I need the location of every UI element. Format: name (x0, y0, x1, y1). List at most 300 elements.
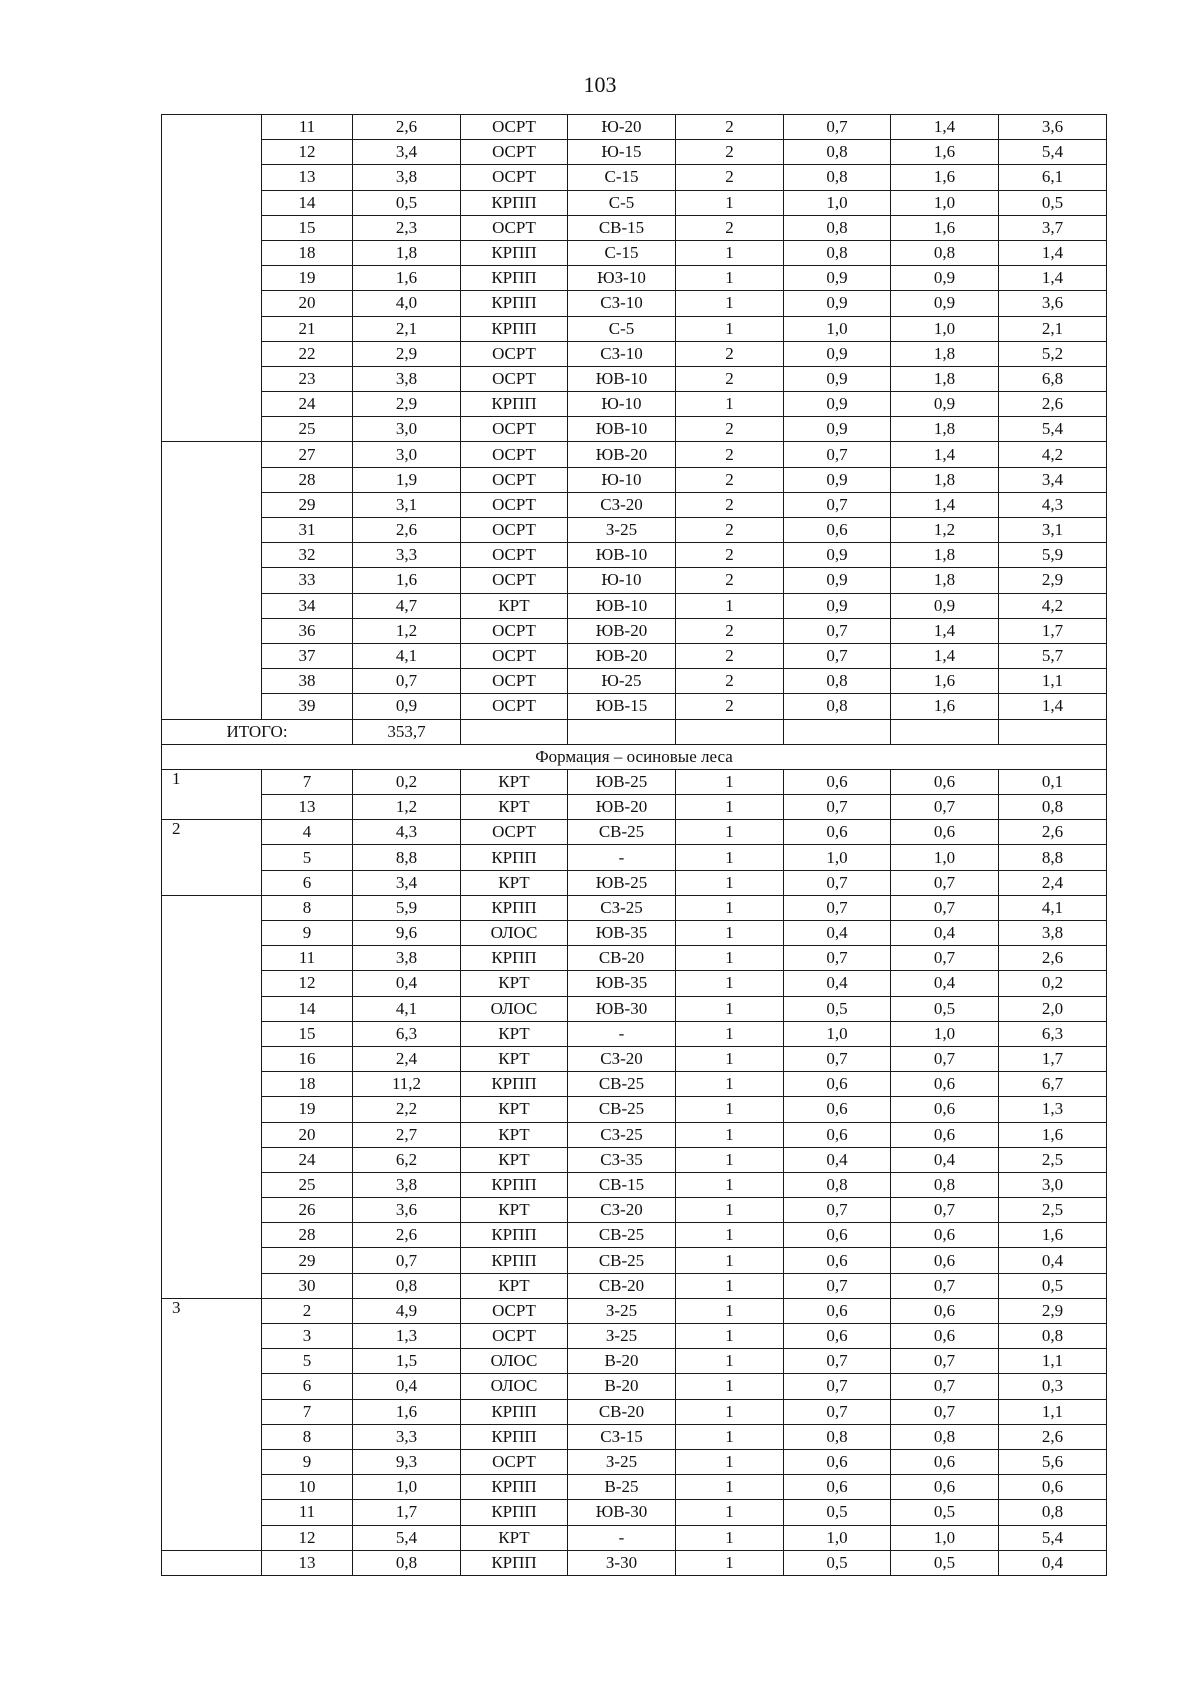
table-row (162, 568, 1107, 593)
table-cell: 0,9 (353, 694, 461, 719)
table-row (162, 341, 1107, 366)
table-cell: 2 (676, 366, 784, 391)
table-cell: 25 (262, 417, 353, 442)
table-cell: 3,6 (999, 291, 1107, 316)
table-cell: 0,8 (999, 1500, 1107, 1525)
table-cell: КРПП (461, 1399, 568, 1424)
table-cell: КРПП (461, 946, 568, 971)
table-row (162, 946, 1107, 971)
table-cell: 11 (262, 946, 353, 971)
table-cell: 1 (676, 1424, 784, 1449)
table-cell: КРПП (461, 1072, 568, 1097)
table-cell: ЮВ-30 (568, 996, 676, 1021)
table-cell: 1 (676, 1172, 784, 1197)
table-row (162, 543, 1107, 568)
total-row (162, 719, 1107, 744)
table-cell: 0,6 (891, 1475, 999, 1500)
table-cell: 1,0 (784, 190, 891, 215)
table-cell: 1,9 (353, 467, 461, 492)
group-label-cell: 2 (162, 820, 262, 896)
table-cell: СВ-15 (568, 215, 676, 240)
table-cell: 1,6 (891, 669, 999, 694)
table-section-lower (162, 769, 1107, 1575)
table-cell: 27 (262, 442, 353, 467)
table-row (162, 1046, 1107, 1071)
table-row (162, 1349, 1107, 1374)
table-cell: КРПП (461, 266, 568, 291)
table-row (162, 1298, 1107, 1323)
table-cell: ОСРТ (461, 215, 568, 240)
table-cell: ОСРТ (461, 165, 568, 190)
table-cell: 1,0 (784, 316, 891, 341)
table-row (162, 417, 1107, 442)
table-cell: 1,7 (999, 618, 1107, 643)
table-cell: 19 (262, 266, 353, 291)
table-cell: Ю-25 (568, 669, 676, 694)
table-cell: 1,7 (999, 1046, 1107, 1071)
table-cell: СВ-20 (568, 946, 676, 971)
table-cell: 0,7 (891, 1046, 999, 1071)
table-cell: 0,9 (784, 593, 891, 618)
table-cell: 1 (676, 1475, 784, 1500)
table-cell: 1 (676, 1399, 784, 1424)
table-cell: 0,6 (784, 1122, 891, 1147)
table-cell: КРТ (461, 769, 568, 794)
table-cell: 2,5 (999, 1198, 1107, 1223)
table-row (162, 1324, 1107, 1349)
table-cell: 24 (262, 392, 353, 417)
table-cell: СВ-25 (568, 1223, 676, 1248)
table-cell: 12 (262, 971, 353, 996)
table-row (162, 1525, 1107, 1550)
table-cell: 1,0 (891, 1021, 999, 1046)
table-cell: 2 (676, 568, 784, 593)
table-cell: ОСРТ (461, 694, 568, 719)
table-cell: З-25 (568, 1324, 676, 1349)
table-cell: ОСРТ (461, 140, 568, 165)
table-cell: 1,0 (891, 316, 999, 341)
table-cell: ЮЗ-10 (568, 266, 676, 291)
table-cell: ЮВ-20 (568, 643, 676, 668)
table-cell: КРТ (461, 1198, 568, 1223)
table-row (162, 971, 1107, 996)
table-cell: 2 (676, 215, 784, 240)
table-cell: 1,4 (999, 694, 1107, 719)
table-cell: 6,3 (353, 1021, 461, 1046)
table-row (162, 115, 1107, 140)
table-cell: 3,3 (353, 1424, 461, 1449)
table-cell: ОСРТ (461, 366, 568, 391)
table-row (162, 467, 1107, 492)
group-label-cell (162, 115, 262, 442)
table-cell: 13 (262, 1550, 353, 1575)
table-cell: 1 (676, 795, 784, 820)
empty-cell (784, 719, 891, 744)
table-cell: СЗ-20 (568, 1198, 676, 1223)
table-cell: 0,7 (784, 1399, 891, 1424)
table-cell: 0,4 (891, 1147, 999, 1172)
table-cell: 12 (262, 140, 353, 165)
table-cell: 3,4 (999, 467, 1107, 492)
table-cell: 0,5 (891, 1500, 999, 1525)
table-cell: 1,4 (891, 442, 999, 467)
table-cell: 1,4 (999, 240, 1107, 265)
table-cell: ОСРТ (461, 341, 568, 366)
table-cell: 0,6 (891, 1248, 999, 1273)
table-cell: СВ-25 (568, 1248, 676, 1273)
table-cell: 0,2 (353, 769, 461, 794)
table-cell: 0,9 (784, 291, 891, 316)
table-cell: 4,2 (999, 593, 1107, 618)
table-row (162, 820, 1107, 845)
table-cell: 28 (262, 1223, 353, 1248)
table-cell: Ю-10 (568, 467, 676, 492)
table-cell: ОСРТ (461, 492, 568, 517)
table-cell: 11 (262, 115, 353, 140)
table-cell: 0,9 (891, 291, 999, 316)
table-cell: 0,5 (784, 996, 891, 1021)
table-cell: СВ-25 (568, 1072, 676, 1097)
table-cell: 2 (676, 341, 784, 366)
table-cell: КРТ (461, 1097, 568, 1122)
table-cell: КРПП (461, 1550, 568, 1575)
table-row (162, 291, 1107, 316)
table-cell: 0,5 (353, 190, 461, 215)
table-cell: 0,9 (784, 341, 891, 366)
table-cell: ОСРТ (461, 643, 568, 668)
table-cell: 6,1 (999, 165, 1107, 190)
table-cell: 1,4 (999, 266, 1107, 291)
table-cell: 0,8 (784, 694, 891, 719)
table-cell: 3,6 (999, 115, 1107, 140)
table-cell: В-25 (568, 1475, 676, 1500)
table-cell: 30 (262, 1273, 353, 1298)
table-cell: 2,3 (353, 215, 461, 240)
table-cell: 1,0 (353, 1475, 461, 1500)
table-cell: 6 (262, 870, 353, 895)
table-cell: 12 (262, 1525, 353, 1550)
table-cell: 10 (262, 1475, 353, 1500)
table-cell: 1,8 (891, 417, 999, 442)
table-cell: 3,0 (999, 1172, 1107, 1197)
table-cell: 0,8 (353, 1273, 461, 1298)
table-cell: 1 (676, 1374, 784, 1399)
table-cell: КРТ (461, 870, 568, 895)
table-row (162, 1072, 1107, 1097)
table-cell: 0,8 (353, 1550, 461, 1575)
table-cell: 1,8 (891, 543, 999, 568)
table-cell: 0,6 (891, 1223, 999, 1248)
empty-cell (461, 719, 568, 744)
table-cell: 1,6 (891, 165, 999, 190)
table-cell: 1 (676, 1324, 784, 1349)
table-cell: 0,6 (891, 1072, 999, 1097)
table-cell: ОСРТ (461, 1449, 568, 1474)
table-cell: 0,6 (891, 1298, 999, 1323)
formation-title: Формация – осиновые леса (162, 744, 1107, 769)
table-cell: 1 (676, 1449, 784, 1474)
table-cell: 2,2 (353, 1097, 461, 1122)
table-cell: КРПП (461, 190, 568, 215)
table-cell: КРПП (461, 1172, 568, 1197)
table-cell: 0,4 (891, 921, 999, 946)
table-cell: 8,8 (999, 845, 1107, 870)
table-cell: 0,9 (891, 392, 999, 417)
table-row (162, 1223, 1107, 1248)
table-total-section (162, 719, 1107, 769)
table-cell: СВ-20 (568, 1399, 676, 1424)
table-cell: 2,6 (999, 392, 1107, 417)
table-cell: 1 (676, 1500, 784, 1525)
table-cell: КРТ (461, 1046, 568, 1071)
table-cell: 0,7 (891, 1399, 999, 1424)
table-cell: 1 (676, 593, 784, 618)
table-row (162, 1500, 1107, 1525)
table-cell: 0,7 (784, 492, 891, 517)
table-cell: СВ-20 (568, 1273, 676, 1298)
table-cell: 1,0 (891, 1525, 999, 1550)
table-cell: 1,6 (353, 568, 461, 593)
table-row (162, 921, 1107, 946)
table-cell: 1,2 (353, 618, 461, 643)
table-cell: 1 (676, 1248, 784, 1273)
table-cell: СЗ-25 (568, 895, 676, 920)
table-cell: 2,9 (353, 341, 461, 366)
table-cell: 18 (262, 240, 353, 265)
table-cell: 3,8 (353, 946, 461, 971)
table-cell: 1 (676, 291, 784, 316)
table-cell: 8 (262, 1424, 353, 1449)
table-cell: 37 (262, 643, 353, 668)
table-cell: КРТ (461, 971, 568, 996)
table-cell: 2 (676, 417, 784, 442)
table-cell: 2 (676, 467, 784, 492)
table-row (162, 442, 1107, 467)
table-cell: 2 (676, 694, 784, 719)
table-cell: 0,6 (891, 1122, 999, 1147)
table-cell: 0,8 (891, 240, 999, 265)
total-label: ИТОГО: (162, 719, 353, 744)
table-cell: 0,7 (784, 1349, 891, 1374)
table-cell: ОЛОС (461, 1374, 568, 1399)
table-cell: 2,1 (353, 316, 461, 341)
table-cell: 1 (676, 266, 784, 291)
table-cell: 0,7 (784, 1374, 891, 1399)
table-cell: 0,7 (891, 1349, 999, 1374)
table-cell: 3,1 (999, 518, 1107, 543)
table-cell: ОСРТ (461, 518, 568, 543)
table-cell: 1,2 (891, 518, 999, 543)
table-cell: 1 (676, 1072, 784, 1097)
table-cell: 2,6 (353, 518, 461, 543)
table-row (162, 1550, 1107, 1575)
table-cell: 1 (676, 820, 784, 845)
table-cell: 4,0 (353, 291, 461, 316)
table-cell: 0,7 (784, 115, 891, 140)
table-cell: 11 (262, 1500, 353, 1525)
table-cell: 1,2 (353, 795, 461, 820)
table-cell: 0,7 (784, 442, 891, 467)
table-cell: 33 (262, 568, 353, 593)
table-row (162, 643, 1107, 668)
table-cell: 2 (676, 518, 784, 543)
table-row (162, 1021, 1107, 1046)
table-cell: 2,0 (999, 996, 1107, 1021)
table-cell: 0,5 (891, 1550, 999, 1575)
table-cell: 0,7 (784, 946, 891, 971)
table-cell: 0,7 (891, 946, 999, 971)
table-cell: 0,4 (999, 1248, 1107, 1273)
table-cell: 1 (676, 1525, 784, 1550)
table-cell: 1,6 (353, 266, 461, 291)
table-cell: 1 (676, 996, 784, 1021)
table-cell: 20 (262, 291, 353, 316)
table-cell: 29 (262, 492, 353, 517)
table-cell: 0,7 (891, 1198, 999, 1223)
table-cell: 6,8 (999, 366, 1107, 391)
table-row (162, 190, 1107, 215)
table-cell: 2,6 (999, 1424, 1107, 1449)
table-row (162, 593, 1107, 618)
table-cell: 2,7 (353, 1122, 461, 1147)
table-cell: 3,8 (353, 366, 461, 391)
table-cell: ЮВ-10 (568, 417, 676, 442)
table-cell: СВ-15 (568, 1172, 676, 1197)
table-cell: 2 (676, 643, 784, 668)
table-cell: 1 (676, 971, 784, 996)
table-cell: 0,7 (891, 795, 999, 820)
table-cell: ОЛОС (461, 996, 568, 1021)
table-cell: 9 (262, 1449, 353, 1474)
table-row (162, 1248, 1107, 1273)
table-cell: 5,7 (999, 643, 1107, 668)
table-cell: 26 (262, 1198, 353, 1223)
table-cell: 5,9 (353, 895, 461, 920)
table-cell: 4,7 (353, 593, 461, 618)
table-cell: СЗ-10 (568, 341, 676, 366)
table-cell: 0,9 (784, 568, 891, 593)
table-section-upper (162, 115, 1107, 720)
table-cell: 4,2 (999, 442, 1107, 467)
table-cell: 1 (676, 316, 784, 341)
table-cell: С-5 (568, 190, 676, 215)
table-cell: 5 (262, 845, 353, 870)
table-cell: СЗ-10 (568, 291, 676, 316)
table-row (162, 845, 1107, 870)
table-cell: ЮВ-10 (568, 366, 676, 391)
table-cell: КРПП (461, 316, 568, 341)
table-cell: 4,9 (353, 1298, 461, 1323)
table-cell: 1,5 (353, 1349, 461, 1374)
table-cell: КРТ (461, 795, 568, 820)
formation-heading-row (162, 744, 1107, 769)
table-cell: 0,6 (891, 1449, 999, 1474)
table-cell: 0,7 (353, 1248, 461, 1273)
table-cell: 1,6 (999, 1122, 1107, 1147)
table-cell: 8 (262, 895, 353, 920)
table-cell: 3,8 (353, 165, 461, 190)
table-cell: С-5 (568, 316, 676, 341)
table-cell: 1 (676, 1298, 784, 1323)
empty-cell (676, 719, 784, 744)
table-cell: 0,7 (784, 1046, 891, 1071)
table-cell: 0,8 (891, 1172, 999, 1197)
table-row (162, 1198, 1107, 1223)
table-cell: ЮВ-35 (568, 971, 676, 996)
table-cell: 2,9 (353, 392, 461, 417)
table-cell: 1 (676, 870, 784, 895)
table-cell: 0,2 (999, 971, 1107, 996)
table-cell: 1,0 (784, 845, 891, 870)
table-cell: Ю-20 (568, 115, 676, 140)
table-cell: 1,6 (891, 694, 999, 719)
table-cell: 0,7 (784, 1273, 891, 1298)
table-cell: 0,5 (999, 1273, 1107, 1298)
table-row (162, 240, 1107, 265)
table-cell: СЗ-20 (568, 492, 676, 517)
table-cell: КРТ (461, 1122, 568, 1147)
table-cell: 9 (262, 921, 353, 946)
table-cell: 25 (262, 1172, 353, 1197)
table-cell: С-15 (568, 165, 676, 190)
table-cell: 4,1 (999, 895, 1107, 920)
table-cell: 6 (262, 1374, 353, 1399)
table-cell: ОСРТ (461, 417, 568, 442)
table-cell: 2 (676, 115, 784, 140)
table-cell: 21 (262, 316, 353, 341)
table-cell: 7 (262, 769, 353, 794)
table-cell: 0,6 (891, 820, 999, 845)
table-row (162, 266, 1107, 291)
table-cell: ОСРТ (461, 820, 568, 845)
table-cell: 1 (676, 1147, 784, 1172)
table-cell: 3,1 (353, 492, 461, 517)
table-cell: СЗ-20 (568, 1046, 676, 1071)
page-number: 103 (583, 72, 617, 97)
table-cell: 0,7 (784, 795, 891, 820)
table-cell: ЮВ-25 (568, 769, 676, 794)
table-cell: 0,8 (999, 795, 1107, 820)
table-cell: 2,6 (353, 1223, 461, 1248)
table-cell: 0,6 (784, 1449, 891, 1474)
table-cell: Ю-10 (568, 392, 676, 417)
table-cell: 1,4 (891, 492, 999, 517)
table-cell: З-25 (568, 518, 676, 543)
table-cell: 0,8 (784, 240, 891, 265)
table-cell: 1 (676, 1021, 784, 1046)
table-cell: 3,6 (353, 1198, 461, 1223)
table-row (162, 1424, 1107, 1449)
table-cell: 2 (676, 669, 784, 694)
table-cell: 1,1 (999, 669, 1107, 694)
table-cell: 2 (676, 442, 784, 467)
table-row (162, 1399, 1107, 1424)
table-cell: 0,6 (784, 518, 891, 543)
table-cell: 1 (676, 895, 784, 920)
table-cell: ОЛОС (461, 921, 568, 946)
table-cell: 1,8 (891, 568, 999, 593)
table-cell: 1 (676, 1122, 784, 1147)
table-cell: 0,8 (784, 140, 891, 165)
table-cell: 1,8 (353, 240, 461, 265)
table-cell: 1,0 (784, 1021, 891, 1046)
table-cell: 36 (262, 618, 353, 643)
table-cell: Ю-15 (568, 140, 676, 165)
table-cell: 15 (262, 215, 353, 240)
table-cell: 3,4 (353, 870, 461, 895)
table-cell: 6,7 (999, 1072, 1107, 1097)
table-cell: КРПП (461, 845, 568, 870)
